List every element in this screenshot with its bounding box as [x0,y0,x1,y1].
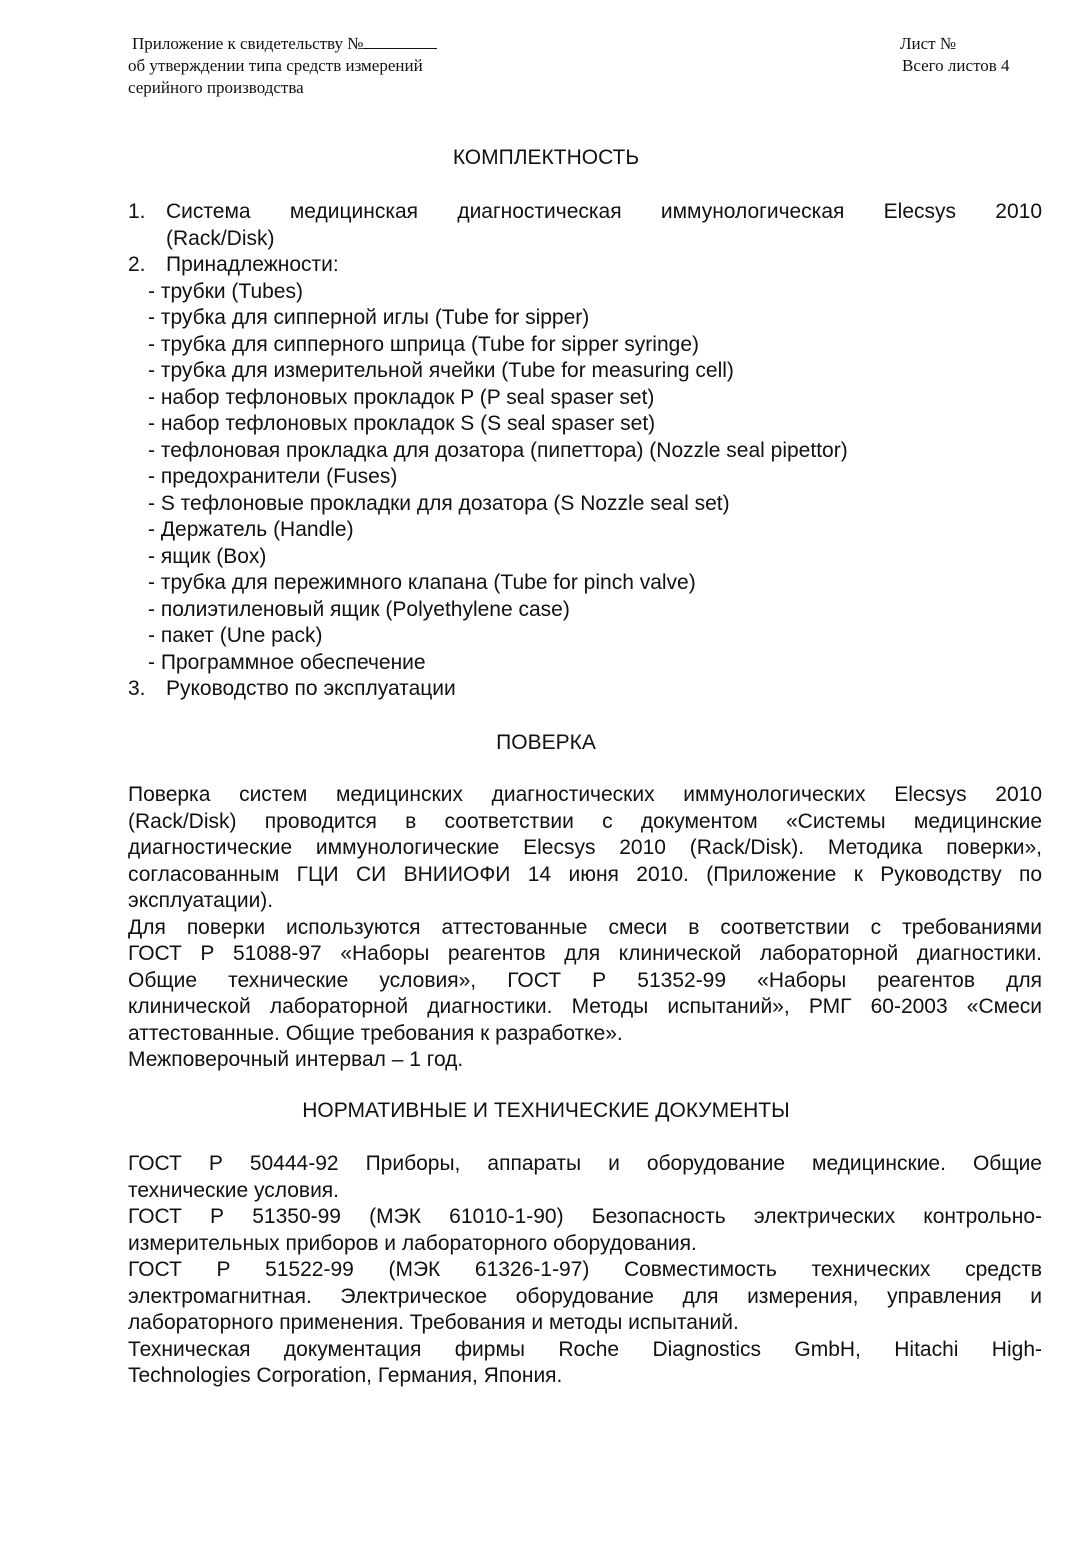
certificate-annex-header [128,33,437,99]
accessories-sublist [128,279,1042,677]
annex-title: Приложение к свидетельству № [132,34,364,53]
certificate-number-blank [363,34,437,49]
sub-list-item: - трубка для пережимного клапана (Tube for pinch valve) [128,570,1042,597]
list-item: 3. Руководство по эксплуатации [128,677,456,700]
verification-materials-paragraph: Для поверки используются аттестованные смеси в соответствии с требованиями ГОСТ Р 51088-97 «Наборы реагентов для клинической лабораторной диагностики. Общие технические условия», ГОСТ Р 51352-99 «Наборы реагентов для клинической лабораторной диагностики. Методы испытаний», РМГ 60-2003 «Смеси аттестованные. Общие требования к разработке». [128,915,1042,1045]
verification-text [128,782,1042,1074]
sub-list-item: - трубка для сипперного шприца (Tube for sipper syringe) [128,332,1042,359]
completeness-list [128,199,1042,703]
section-title-normative-docs: НОРМАТИВНЫЕ И ТЕХНИЧЕСКИЕ ДОКУМЕНТЫ [302,1099,790,1122]
sub-list-item: - пакет (Une pack) [128,623,1042,650]
list-item: 1. Система медицинская диагностическая иммунологическая Elecsys 2010 (Rack/Disk) [128,200,1042,250]
sub-list-item: - S тефлоновые прокладки для дозатора (S Nozzle seal set) [128,491,1042,518]
verification-paragraph: Поверка систем медицинских диагностических иммунологических Elecsys 2010 (Rack/Disk) проводится в соответствии с документом «Системы медицинские диагностические иммунологические Elecsys 2010 (Rack/Disk). Методика поверки», согласованным ГЦИ СИ ВНИИОФИ 14 июня 2010. (Приложение к Руководству по эксплуатации). [128,783,1042,912]
sub-list-item: - трубка для сипперной иглы (Tube for sipper) [128,305,1042,332]
normative-doc-item: ГОСТ Р 51350-99 (МЭК 61010-1-90) Безопасность электрических контрольно- измерительных приборов и лабораторного оборудования. [128,1205,1042,1255]
sheet-number: Лист № [900,34,957,53]
sub-list-item: - Программное обеспечение [128,650,1042,677]
section-title-completeness: КОМПЛЕКТНОСТЬ [452,146,640,169]
annex-subtitle: об утверждении типа средств измерений [128,56,423,75]
verification-interval: Межповерочный интервал – 1 год. [128,1048,464,1071]
sub-list-item: - трубки (Tubes) [128,279,1042,306]
sub-list-item: - Держатель (Handle) [128,517,1042,544]
section-title-verification: ПОВЕРКА [496,731,596,754]
sub-list-item: - набор тефлоновых прокладок P (P seal spaser set) [128,385,1042,412]
annex-production-type: серийного производства [128,78,304,97]
normative-doc-item: Техническая документация фирмы Roche Diagnostics GmbH, Hitachi High- Technologies Corporation, Германия, Япония. [128,1337,1042,1387]
list-item: 2. Принадлежности: [128,253,339,276]
sub-list-item: - набор тефлоновых прокладок S (S seal spaser set) [128,411,1042,438]
sub-list-item: - ящик (Box) [128,544,1042,571]
sub-list-item: - тефлоновая прокладка для дозатора (пипеттора) (Nozzle seal pipettor) [128,438,1042,465]
sheet-info [900,33,1010,77]
normative-docs-list [128,1151,1042,1390]
total-sheets: Всего листов 4 [902,56,1010,75]
normative-doc-item: ГОСТ Р 51522-99 (МЭК 61326-1-97) Совместимость технических средств электромагнитная. Электрическое оборудование для измерения, управления и лабораторного применения. Требования и методы испытаний. [128,1258,1042,1334]
sub-list-item: - предохранители (Fuses) [128,464,1042,491]
sub-list-item: - трубка для измерительной ячейки (Tube for measuring cell) [128,358,1042,385]
normative-doc-item: ГОСТ Р 50444-92 Приборы, аппараты и оборудование медицинские. Общие технические условия. [128,1152,1042,1202]
sub-list-item: - полиэтиленовый ящик (Polyethylene case) [128,597,1042,624]
